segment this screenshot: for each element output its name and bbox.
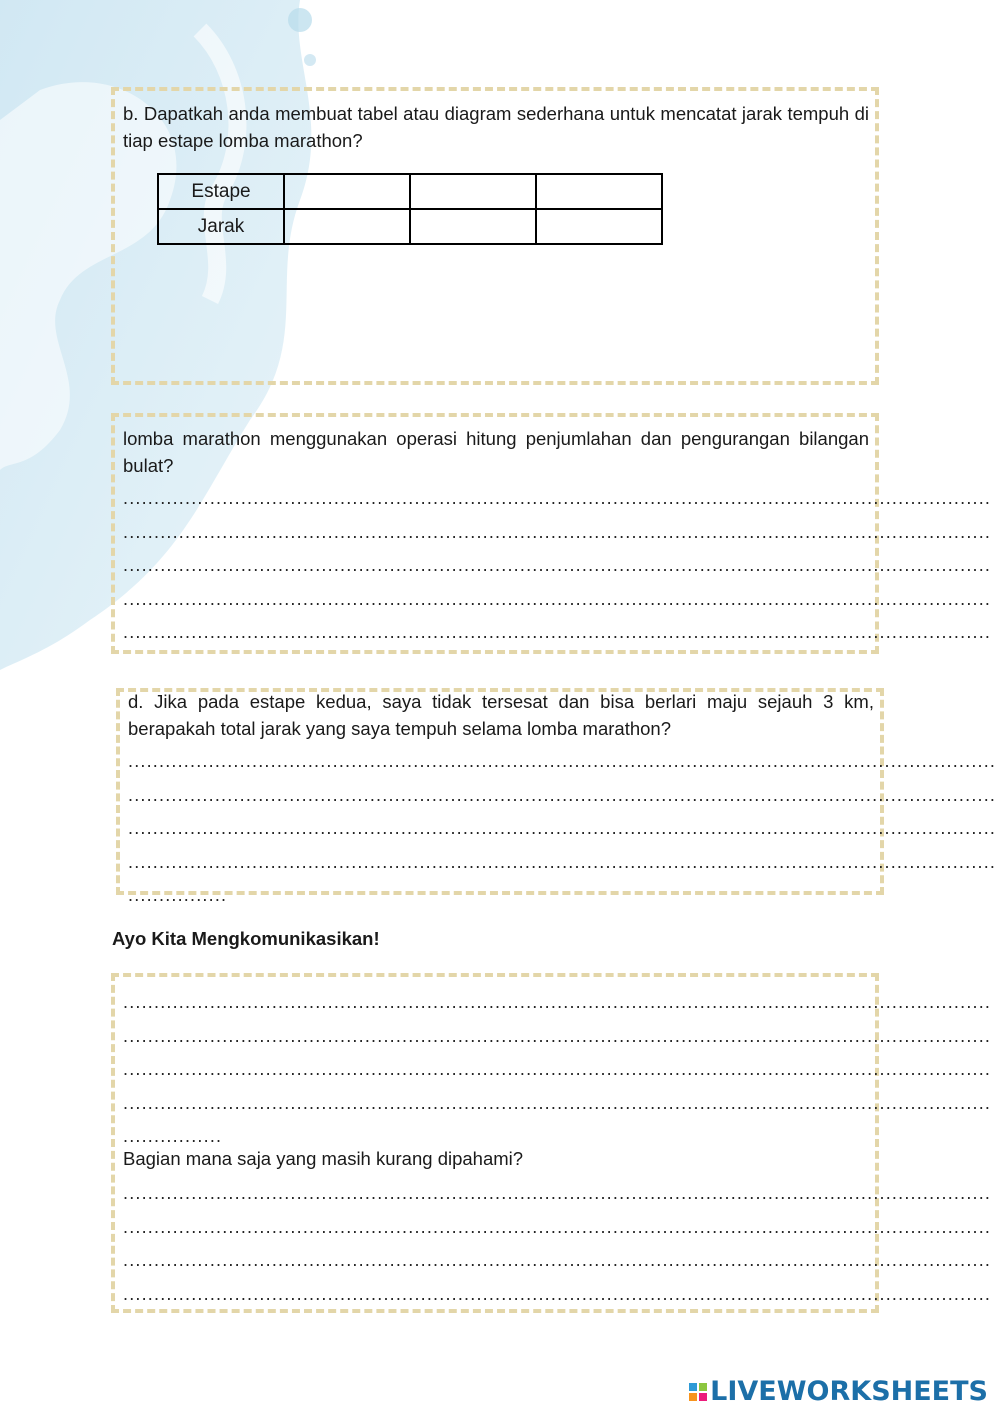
question-d-answer-area[interactable] bbox=[128, 745, 997, 913]
communicate-answer-area-2[interactable] bbox=[123, 1177, 992, 1311]
answer-line[interactable]: ............................................................................................................................................ bbox=[128, 751, 997, 771]
question-b-box bbox=[111, 87, 879, 385]
answer-line[interactable]: ............................................................................................................................................ bbox=[123, 1092, 992, 1113]
answer-line[interactable]: ................ bbox=[123, 1126, 223, 1146]
jarak-label-cell: Jarak bbox=[158, 209, 284, 244]
answer-line[interactable]: ............................................................................................................................................ bbox=[123, 488, 992, 508]
question-d-text: d. Jika pada estape kedua, saya tidak tersesat dan bisa berlari maju sejauh 3 km, berapakah total jarak yang saya tempuh selama lomba marathon? bbox=[128, 691, 874, 739]
question-b-text: b. Dapatkah anda membuat tabel atau diagram sederhana untuk mencatat jarak tempuh di tiap estape lomba marathon? bbox=[123, 103, 869, 151]
estape-input-cell-1[interactable] bbox=[284, 174, 410, 209]
question-d-box bbox=[116, 688, 997, 905]
answer-line[interactable]: ............................................................................................................................................ bbox=[123, 1216, 992, 1237]
answer-line[interactable]: ............................................................................................................................................ bbox=[123, 555, 992, 575]
communicate-question-2: Bagian mana saja yang masih kurang dipahami? bbox=[123, 1148, 524, 1169]
answer-line[interactable]: ............................................................................................................................................ bbox=[123, 1183, 992, 1203]
communicate-box bbox=[111, 973, 992, 1313]
estape-row bbox=[158, 174, 662, 209]
question-c-text: lomba marathon menggunakan operasi hitung penjumlahan dan pengurangan bilangan bulat? bbox=[123, 428, 869, 476]
answer-line[interactable]: ............................................................................................................................................ bbox=[123, 588, 992, 609]
jarak-input-cell-1[interactable] bbox=[284, 209, 410, 244]
liveworksheets-logo[interactable] bbox=[689, 1376, 988, 1407]
jarak-input-cell-3[interactable] bbox=[536, 209, 662, 244]
answer-line[interactable]: ............................................................................................................................................ bbox=[123, 1059, 992, 1079]
answer-line[interactable]: ............................................................................................................................................ bbox=[123, 1250, 992, 1270]
logo-text: LIVEWORKSHEETS bbox=[710, 1376, 988, 1407]
answer-line[interactable]: ............................................................................................................................................ bbox=[128, 784, 997, 805]
jarak-input-cell-2[interactable] bbox=[410, 209, 536, 244]
answer-line[interactable]: ................ bbox=[128, 885, 228, 905]
estape-table bbox=[157, 173, 663, 245]
question-c-answer-area[interactable] bbox=[123, 482, 992, 650]
estape-input-cell-3[interactable] bbox=[536, 174, 662, 209]
jarak-row bbox=[158, 209, 662, 244]
question-c-box bbox=[111, 413, 992, 654]
logo-mark-icon bbox=[689, 1383, 707, 1401]
communicate-answer-area-1[interactable] bbox=[123, 986, 992, 1154]
answer-line[interactable]: ............................................................................................................................................ bbox=[123, 1283, 992, 1304]
estape-input-cell-2[interactable] bbox=[410, 174, 536, 209]
answer-line[interactable]: ............................................................................................................................................ bbox=[123, 622, 992, 642]
answer-line[interactable]: ............................................................................................................................................ bbox=[128, 818, 997, 838]
answer-line[interactable]: ............................................................................................................................................ bbox=[123, 521, 992, 542]
answer-line[interactable]: ............................................................................................................................................ bbox=[123, 992, 992, 1012]
estape-label-cell: Estape bbox=[158, 174, 284, 209]
answer-line[interactable]: ............................................................................................................................................ bbox=[123, 1025, 992, 1046]
answer-line[interactable]: ............................................................................................................................................ bbox=[128, 851, 997, 872]
section-heading: Ayo Kita Mengkomunikasikan! bbox=[112, 928, 380, 949]
